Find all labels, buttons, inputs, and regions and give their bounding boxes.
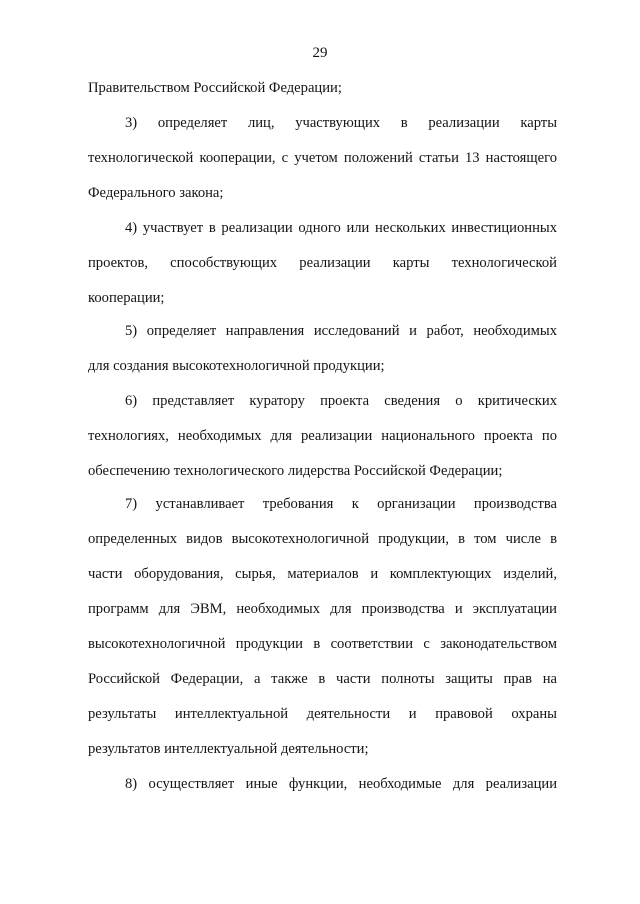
text-line: для создания высокотехнологичной продукции; xyxy=(88,358,385,374)
text-line: определенных видов высокотехнологичной продукции, в том числе в xyxy=(88,531,557,547)
text-line: результатов интеллектуальной деятельности; xyxy=(88,741,369,757)
text-line: проектов, способствующих реализации карты технологической xyxy=(88,255,557,271)
text-line: программ для ЭВМ, необходимых для производства и эксплуатации xyxy=(88,601,557,617)
text-line: Правительством Российской Федерации; xyxy=(88,80,342,96)
text-line: части оборудования, сырья, материалов и комплектующих изделий, xyxy=(88,566,557,582)
text-line: 4) участвует в реализации одного или нескольких инвестиционных xyxy=(125,220,557,236)
text-line: высокотехнологичной продукции в соответствии с законодательством xyxy=(88,636,557,652)
text-line: кооперации; xyxy=(88,290,165,306)
text-line: 3) определяет лиц, участвующих в реализации карты xyxy=(125,115,557,131)
text-line: результаты интеллектуальной деятельности и правовой охраны xyxy=(88,706,557,722)
text-line: 6) представляет куратору проекта сведения о критических xyxy=(125,393,557,409)
text-line: технологической кооперации, с учетом положений статьи 13 настоящего xyxy=(88,150,557,166)
text-line: Российской Федерации, а также в части полноты защиты прав на xyxy=(88,671,557,687)
text-line: 8) осуществляет иные функции, необходимые для реализации xyxy=(125,776,557,792)
page-number: 29 xyxy=(312,45,328,61)
text-line: Федерального закона; xyxy=(88,185,224,201)
text-line: 7) устанавливает требования к организации производства xyxy=(125,496,557,512)
text-line: обеспечению технологического лидерства Российской Федерации; xyxy=(88,463,503,479)
text-line: технологиях, необходимых для реализации национального проекта по xyxy=(88,428,557,444)
text-line: 5) определяет направления исследований и работ, необходимых xyxy=(125,323,557,339)
